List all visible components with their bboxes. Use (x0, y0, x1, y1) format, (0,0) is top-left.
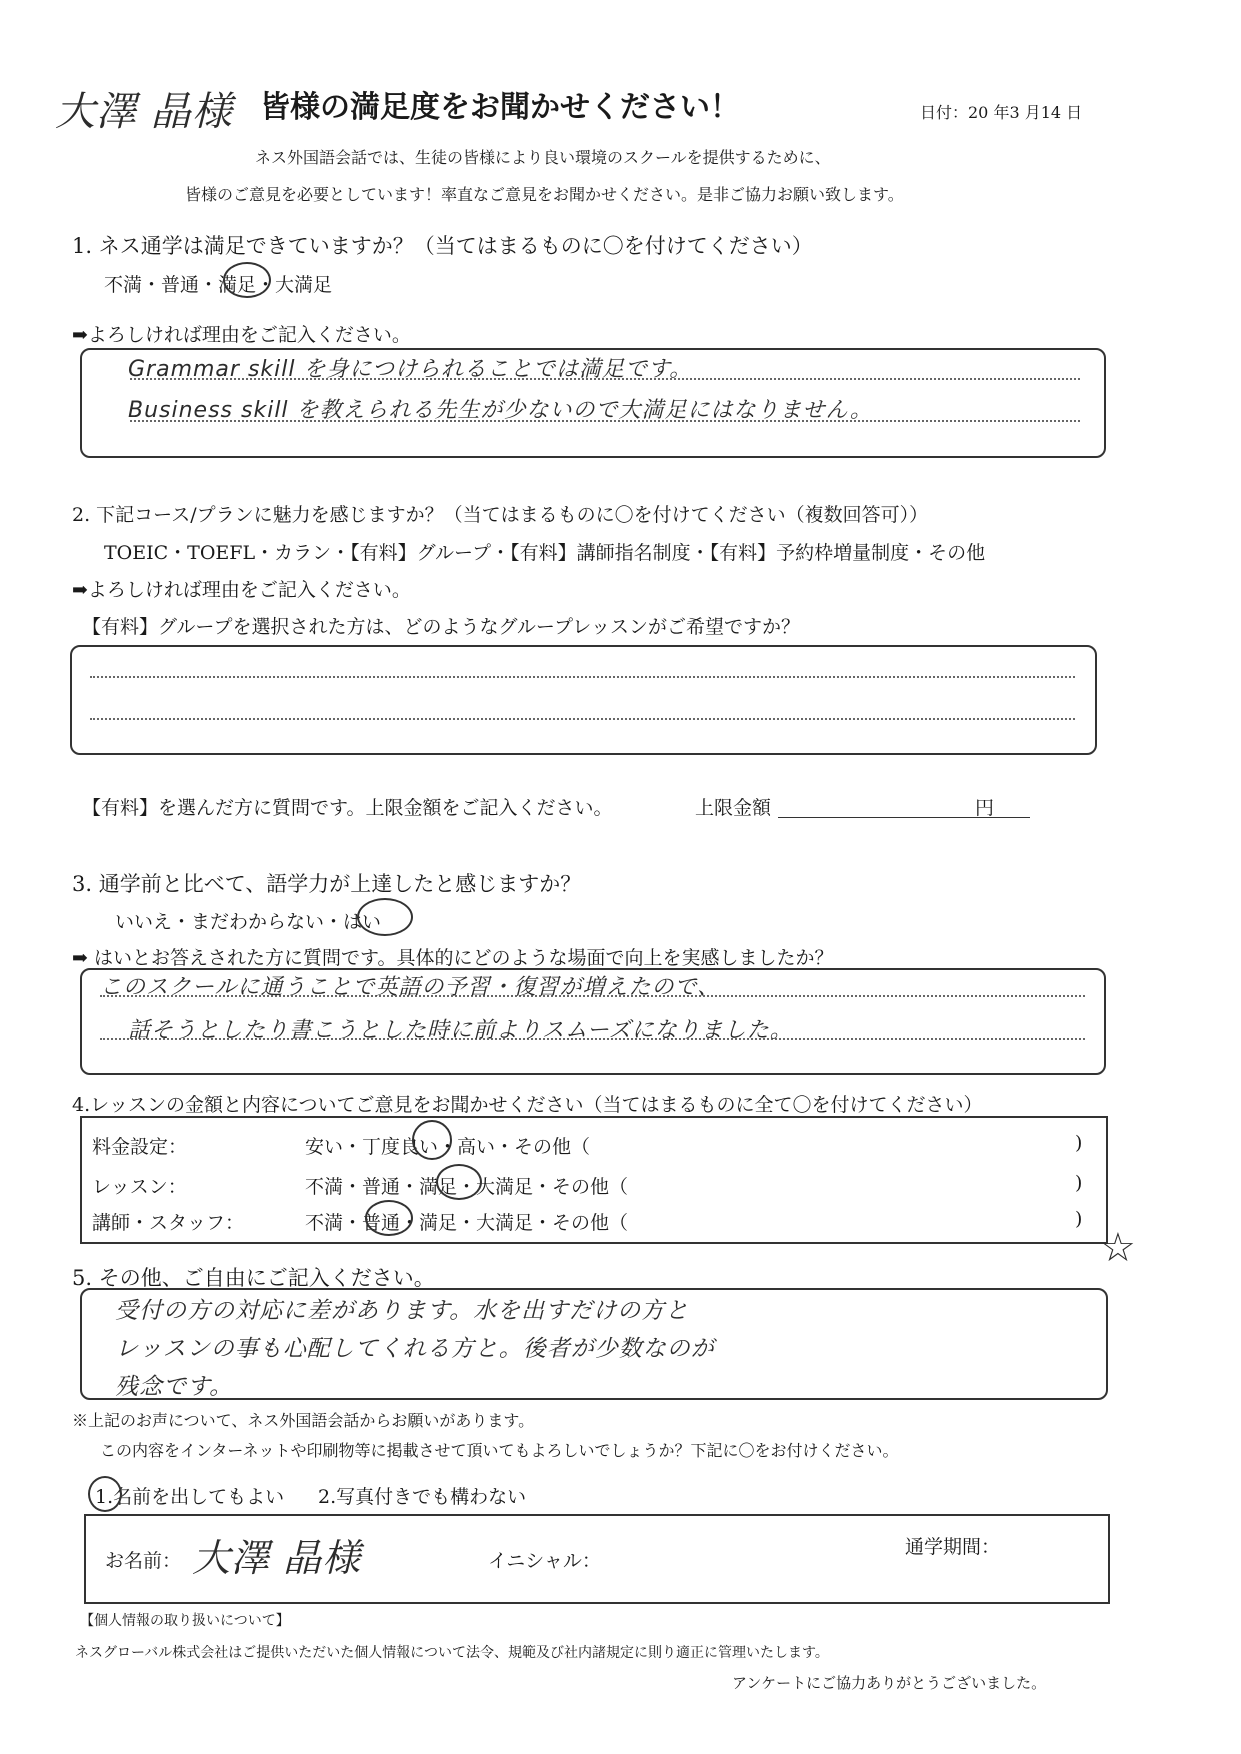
consent-choice-2[interactable]: 2.写真付きでも構わない (318, 1486, 527, 1508)
consent-choice-1[interactable]: 1.名前を出してもよい (95, 1486, 285, 1508)
period-label: 通学期間： (905, 1536, 1001, 1558)
page-title: 皆様の満足度をお聞かせください！ (260, 90, 740, 125)
footer-note-1: ※上記のお声について、ネス外国語会話からお願いがあります。 (72, 1411, 535, 1430)
q4-row-price-options[interactable]: 安い・丁度良い・高い・その他（ (305, 1136, 591, 1158)
q4-lesson-selected-circle (436, 1164, 482, 1200)
name-label: お名前： (105, 1550, 182, 1572)
q4-row-lesson-label: レッスン： (92, 1176, 187, 1198)
survey-date: 日付：20 年3 月14 日 (920, 103, 1083, 122)
q1-reason-prompt: ➡よろしければ理由をご記入ください。 (72, 324, 411, 346)
q2-reason-prompt: ➡よろしければ理由をご記入ください。 (72, 579, 411, 601)
q3-selected-circle (357, 898, 413, 936)
q2-answer-rule (90, 676, 1075, 678)
initial-label: イニシャル： (488, 1550, 601, 1572)
q1-answer-line-2: Business skill を教えられる先生が少ないので大満足にはなりません。 (128, 398, 873, 423)
privacy-heading: 【個人情報の取り扱いについて】 (80, 1613, 290, 1629)
name-value: 大澤 晶様 (192, 1536, 362, 1580)
q4-row-staff-options[interactable]: 不満・普通・満足・大満足・その他（ (305, 1212, 629, 1234)
consent-selected-circle (88, 1476, 122, 1512)
q4-row-lesson-close: ) (1075, 1172, 1083, 1194)
q4-price-selected-circle (412, 1120, 452, 1160)
margin-star-mark: ☆ (1100, 1225, 1137, 1271)
q2-limit-label: 上限金額 (695, 797, 772, 819)
q3-answer-line-1: このスクールに通うことで英語の予習・復習が増えたので、 (100, 975, 721, 1000)
handwritten-name-header: 大澤 晶様 (55, 89, 233, 135)
q4-row-price-close: ) (1075, 1132, 1083, 1154)
q3-follow-up: ➡ はいとお答えされた方に質問です。具体的にどのような場面で向上を実感しましたか？ (72, 947, 834, 969)
q4-row-lesson-options[interactable]: 不満・普通・満足・大満足・その他（ (305, 1176, 629, 1198)
q3-options[interactable]: いいえ・まだわからない・はい (115, 911, 382, 933)
footer-note-2: この内容をインターネットや印刷物等に掲載させて頂いてもよろしいでしょうか？下記に〇をお付けください。 (100, 1441, 899, 1460)
q1-question: 1. ネス通学は満足できていますか？（当てはまるものに〇を付けてください） (72, 234, 813, 258)
q2-question: 2. 下記コース/プランに魅力を感じますか？（当てはまるものに〇を付けてください（複数回答可）） (72, 504, 929, 526)
q4-row-staff-label: 講師・スタッフ： (92, 1212, 245, 1234)
q4-row-staff-close: ) (1075, 1208, 1083, 1230)
q3-question: 3. 通学前と比べて、語学力が上達したと感じますか？ (72, 872, 582, 896)
q5-answer-line-1: 受付の方の対応に差があります。水を出すだけの方と (115, 1298, 690, 1324)
intro-line-2: 皆様のご意見を必要としています！率直なご意見をお聞かせください。是非ご協力お願い致します。 (185, 185, 904, 204)
q2-group-question: 【有料】グループを選択された方は、どのようなグループレッスンがご希望ですか？ (82, 616, 801, 638)
q2-options[interactable]: TOEIC・TOEFL・カラン・【有料】グループ・【有料】講師指名制度・【有料】予約枠増量制度・その他 (104, 542, 986, 564)
q1-options[interactable]: 不満・普通・満足・大満足 (104, 274, 333, 296)
q5-answer-line-3: 残念です。 (115, 1374, 234, 1400)
privacy-text: ネスグローバル株式会社はご提供いただいた個人情報について法令、規範及び社内諸規定に則り適正に管理いたします。 (75, 1645, 829, 1661)
intro-line-1: ネス外国語会話では、生徒の皆様により良い環境のスクールを提供するために、 (255, 148, 831, 167)
thanks-text: アンケートにご協力ありがとうございました。 (732, 1674, 1047, 1692)
q2-paid-question: 【有料】を選んだ方に質問です。上限金額をご記入ください。 (82, 797, 613, 819)
q4-row-price-label: 料金設定： (92, 1136, 188, 1158)
q2-answer-box[interactable] (70, 645, 1097, 755)
q4-staff-selected-circle (365, 1200, 413, 1236)
q4-question: 4.レッスンの金額と内容についてご意見をお聞かせください（当てはまるものに全て〇を付けてください） (72, 1094, 983, 1116)
q1-selected-circle (223, 262, 271, 298)
q2-yen-label: 円 (975, 797, 995, 819)
q1-answer-line-1: Grammar skill を身につけられることでは満足です。 (128, 357, 693, 382)
q2-answer-rule (90, 718, 1075, 720)
q5-question: 5. その他、ご自由にご記入ください。 (72, 1266, 435, 1290)
q5-answer-line-2: レッスンの事も心配してくれる方と。後者が少数なのが (115, 1336, 715, 1362)
q3-answer-line-2: 話そうとしたり書こうとした時に前よりスムーズになりました。 (128, 1018, 793, 1043)
